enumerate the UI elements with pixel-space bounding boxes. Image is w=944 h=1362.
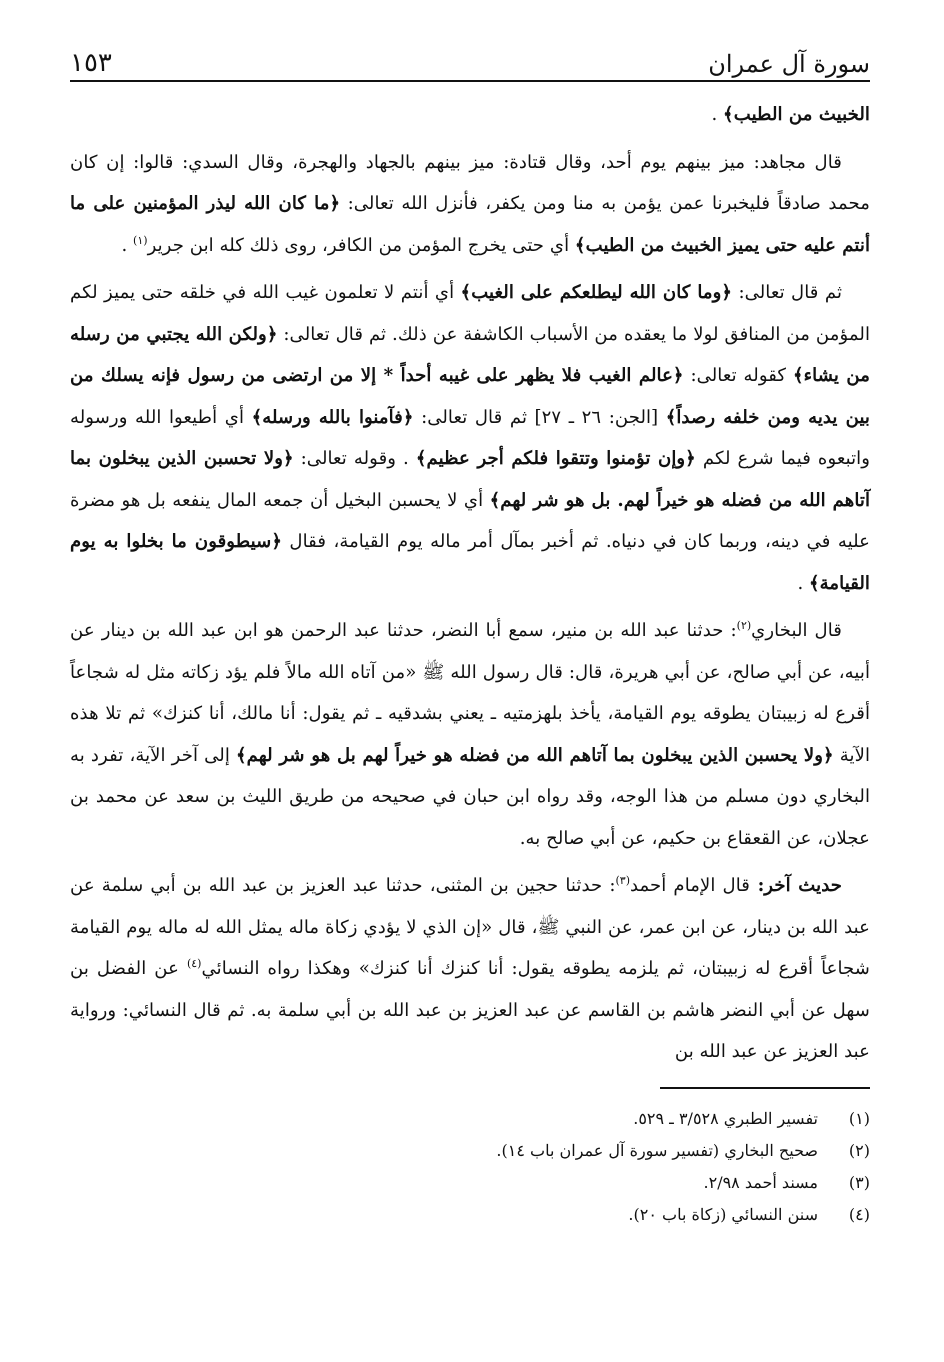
text-segment: : حدثنا حجين بن المثنى، حدثنا عبد العزيز بن عبد الله بن أبي سلمة عن عبد الله بن دينار، عن ابن عمر، عن النبي ﷺ، قال «إن الذي لا يؤدي زكاة ماله يمثل الله له ماله يوم القيامة شجاعاً أقرع له زبيبتان، ثم يلزمه يطوقه يقول: أنا كنزك أنا كنزك» وهكذا رواه النسائي [70, 875, 870, 979]
text-segment: ثم قال تعالى: [732, 282, 843, 303]
book-page [70, 38, 870, 1231]
paragraph [70, 610, 870, 859]
text-segment: : حدثنا عبد الله بن منير، سمع أبا النضر، حدثنا عبد الرحمن هو ابن عبد الله بن دينار عن أبيه، عن أبي صالح، عن أبي هريرة، قال: قال رسول الله ﷺ «من آتاه الله مالاً فلم يؤد زكاته مثل له شجاعاً أقرع له زبيبتان يطوقه يوم القيامة، يأخذ بلهزمتيه ـ يعني بشدقيه ـ ثم يقول: أنا مالك، أنا كنزك» ثم تلا هذه الآية [70, 620, 870, 766]
surah-title: سورة آل عمران [708, 50, 870, 78]
quran-quote: ﴿ولا تحسبن الذين يبخلون بما آتاهم الله من فضله هو خيراً لهم. بل هو شر لهم﴾ [70, 448, 870, 511]
footnote-number: (٢) [848, 1140, 870, 1160]
main-text [70, 94, 870, 1073]
text-segment: أي لا يحسبن البخيل أن جمعه المال ينفعه بل هو مضرة عليه في دينه، وربما كان في دنياه. ثم أخبر بمآل أمر ماله يوم القيامة، فقال [70, 489, 870, 552]
page-header [70, 38, 870, 82]
footnote-ref: (١) [133, 233, 148, 247]
footnote-number: (١) [848, 1108, 870, 1128]
text-segment: أي أطيعوا الله ورسوله واتبعوه فيما شرع لكم [70, 406, 871, 469]
quran-quote: ﴿ما كان الله ليذر المؤمنين على ما أنتم عليه حتى يميز الخبيث من الطيب﴾ [70, 193, 870, 256]
quran-quote: ﴿وإن تؤمنوا وتتقوا فلكم أجر عظيم﴾ [415, 448, 696, 469]
paragraph [70, 142, 870, 267]
footnote-number: (٣) [848, 1172, 870, 1192]
paragraph [70, 272, 870, 604]
footnote-text: مسند أحمد ٢/٩٨. [703, 1172, 818, 1192]
quran-quote: ﴿ولكن الله يجتبي من رسله من يشاء﴾ [70, 323, 870, 386]
quran-quote: الخبيث من الطيب﴾ [723, 104, 870, 125]
text-segment: [الجن: ٢٦ ـ ٢٧] ثم قال تعالى: [413, 406, 666, 428]
footnotes [70, 1103, 870, 1231]
text-segment: قال الإمام أحمد [629, 875, 750, 896]
text-segment: . وقوله تعالى: [293, 448, 416, 469]
paragraph [70, 865, 870, 1073]
footnote-text: سنن النسائي (زكاة باب ٢٠). [628, 1204, 818, 1224]
text-segment: كقوله تعالى: [683, 365, 793, 386]
text-segment: قال مجاهد: ميز بينهم يوم أحد، وقال قتادة: ميز بينهم بالجهاد والهجرة، وقال السدي: قالوا: إن كان محمد صادقاً فليخبرنا عمن يؤمن به منا ومن يكفر، فأنزل الله تعالى: [70, 151, 870, 214]
quran-quote: ﴿ولا يحسبن الذين يبخلون بما آتاهم الله من فضله هو خيراً لهم بل هو شر لهم﴾ [236, 744, 834, 766]
footnote-divider [660, 1087, 870, 1089]
footnote-ref: (٢) [736, 618, 752, 632]
quran-quote: ﴿سيطوقون ما بخلوا به يوم القيامة﴾ [70, 531, 870, 594]
text-segment: . [711, 104, 724, 125]
text-segment: . [121, 234, 134, 256]
paragraph [70, 94, 870, 136]
footnote-item [70, 1135, 870, 1167]
text-segment: عن الفضل بن سهل عن أبي النضر هاشم بن القاسم عن عبد العزيز بن عبد الله بن أبي سلمة به. ثم قال النسائي: ورواية عبد العزيز عن عبد الله بن [70, 958, 870, 1062]
footnote-text: صحيح البخاري (تفسير سورة آل عمران باب ١٤). [496, 1140, 818, 1160]
text-segment: أي حتى يخرج المؤمن من الكافر، روى ذلك كله ابن جرير [147, 234, 575, 256]
footnote-number: (٤) [848, 1204, 870, 1224]
quran-quote: ﴿وما كان الله ليطلعكم على الغيب﴾ [460, 282, 733, 303]
quran-quote: حديث آخر: [749, 875, 842, 896]
footnote-ref: (٤) [186, 956, 202, 970]
text-segment: . [797, 572, 810, 594]
text-segment: إلى آخر الآية، تفرد به البخاري دون مسلم من هذا الوجه، وقد رواه ابن حبان في صحيحه من طريق الليث بن سعد عن محمد بن عجلان، عن القعقاع بن حكيم، عن أبي صالح به. [70, 744, 870, 849]
quran-quote: ﴿فآمنوا بالله ورسله﴾ [251, 406, 414, 428]
footnote-ref: (٣) [615, 873, 630, 887]
footnote-item [70, 1167, 870, 1199]
footnote-item [70, 1199, 870, 1231]
footnote-item [70, 1103, 870, 1135]
text-segment: قال البخاري [751, 620, 843, 641]
footnote-text: تفسير الطبري ٣/٥٢٨ ـ ٥٢٩. [633, 1108, 818, 1128]
quran-quote: ﴿عالم الغيب فلا يظهر على غيبه أحداً * إلا من ارتضى من رسول فإنه يسلك من بين يديه ومن خلفه رصداً﴾ [70, 365, 870, 428]
page-number: ١٥٣ [70, 48, 112, 78]
text-segment: أي أنتم لا تعلمون غيب الله في خلقه حتى يميز لكم المؤمن من المنافق لولا ما يعقده من الأسباب الكاشفة عن ذلك. ثم قال تعالى: [70, 282, 870, 345]
